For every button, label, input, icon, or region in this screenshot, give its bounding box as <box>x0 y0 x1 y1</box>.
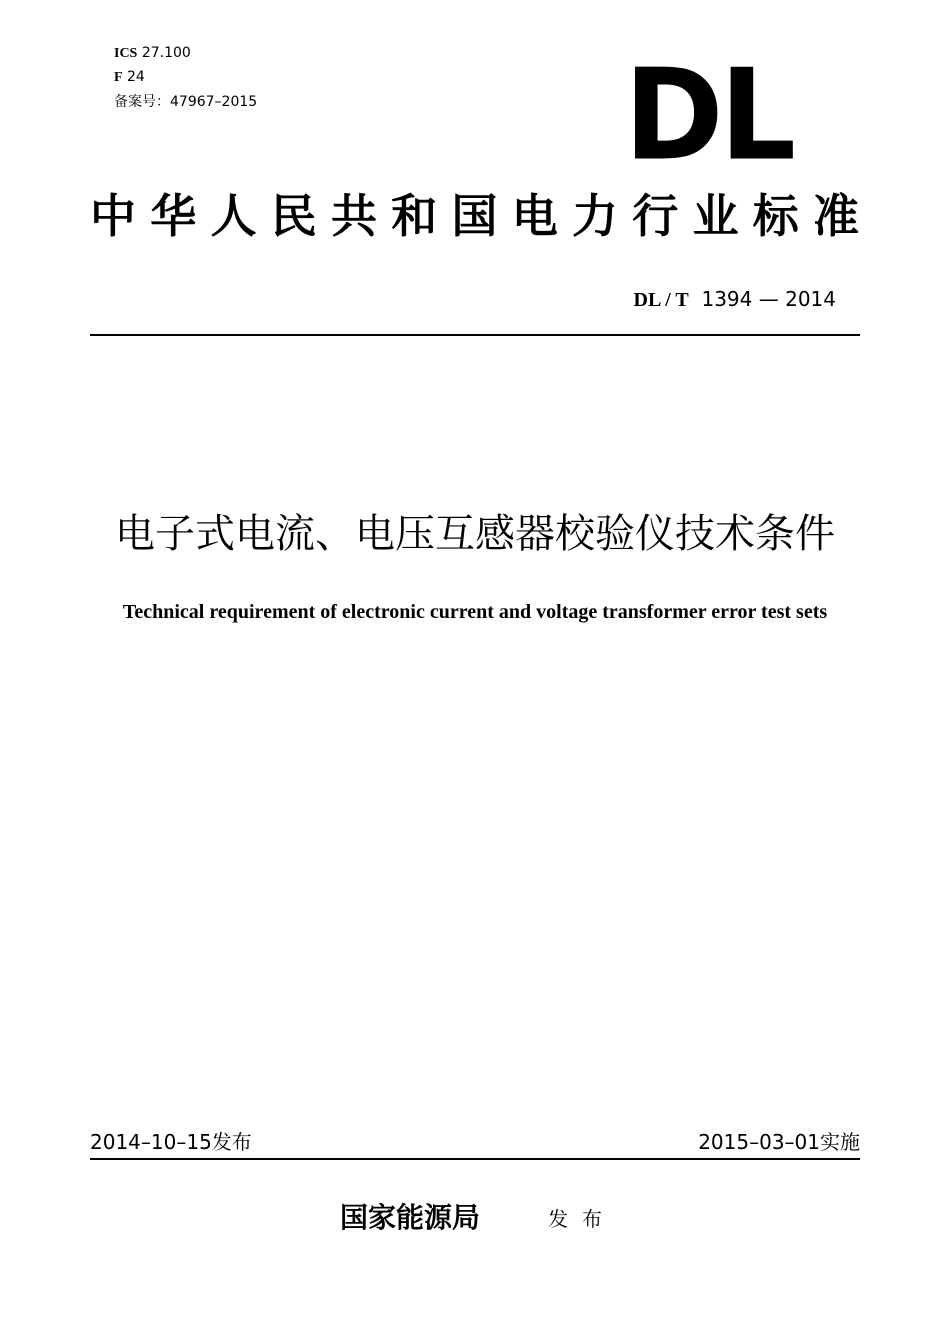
ics-code <box>114 44 191 63</box>
implementation-date: 2015–03–01实施 <box>698 1130 860 1154</box>
dl-logo: DL <box>624 42 793 189</box>
standard-code: DL / T <box>633 289 689 311</box>
publisher-name: 国家能源局 <box>340 1201 481 1234</box>
document-title-chinese: 电子式电流、电压互感器校验仪技术条件 <box>115 511 835 557</box>
ics-label: ICS <box>114 46 138 61</box>
release-date: 2014–10–15发布 <box>90 1130 252 1154</box>
bottom-divider <box>90 1158 860 1160</box>
top-divider <box>90 334 860 336</box>
ccs-value: 24 <box>127 69 145 85</box>
publish-label: 发布 <box>548 1207 616 1231</box>
ccs-label: F <box>114 70 123 85</box>
standard-number-value: 1394 — 2014 <box>701 287 836 311</box>
ics-value: 27.100 <box>141 45 191 61</box>
standard-category: 中华人民共和国电力行业标准 <box>90 189 860 243</box>
document-title-english: Technical requirement of electronic current and voltage transformer error test sets <box>122 601 828 623</box>
filing-number: 备案号：47967–2015 <box>114 94 258 110</box>
ccs-code <box>114 68 145 87</box>
standard-number <box>634 287 836 312</box>
